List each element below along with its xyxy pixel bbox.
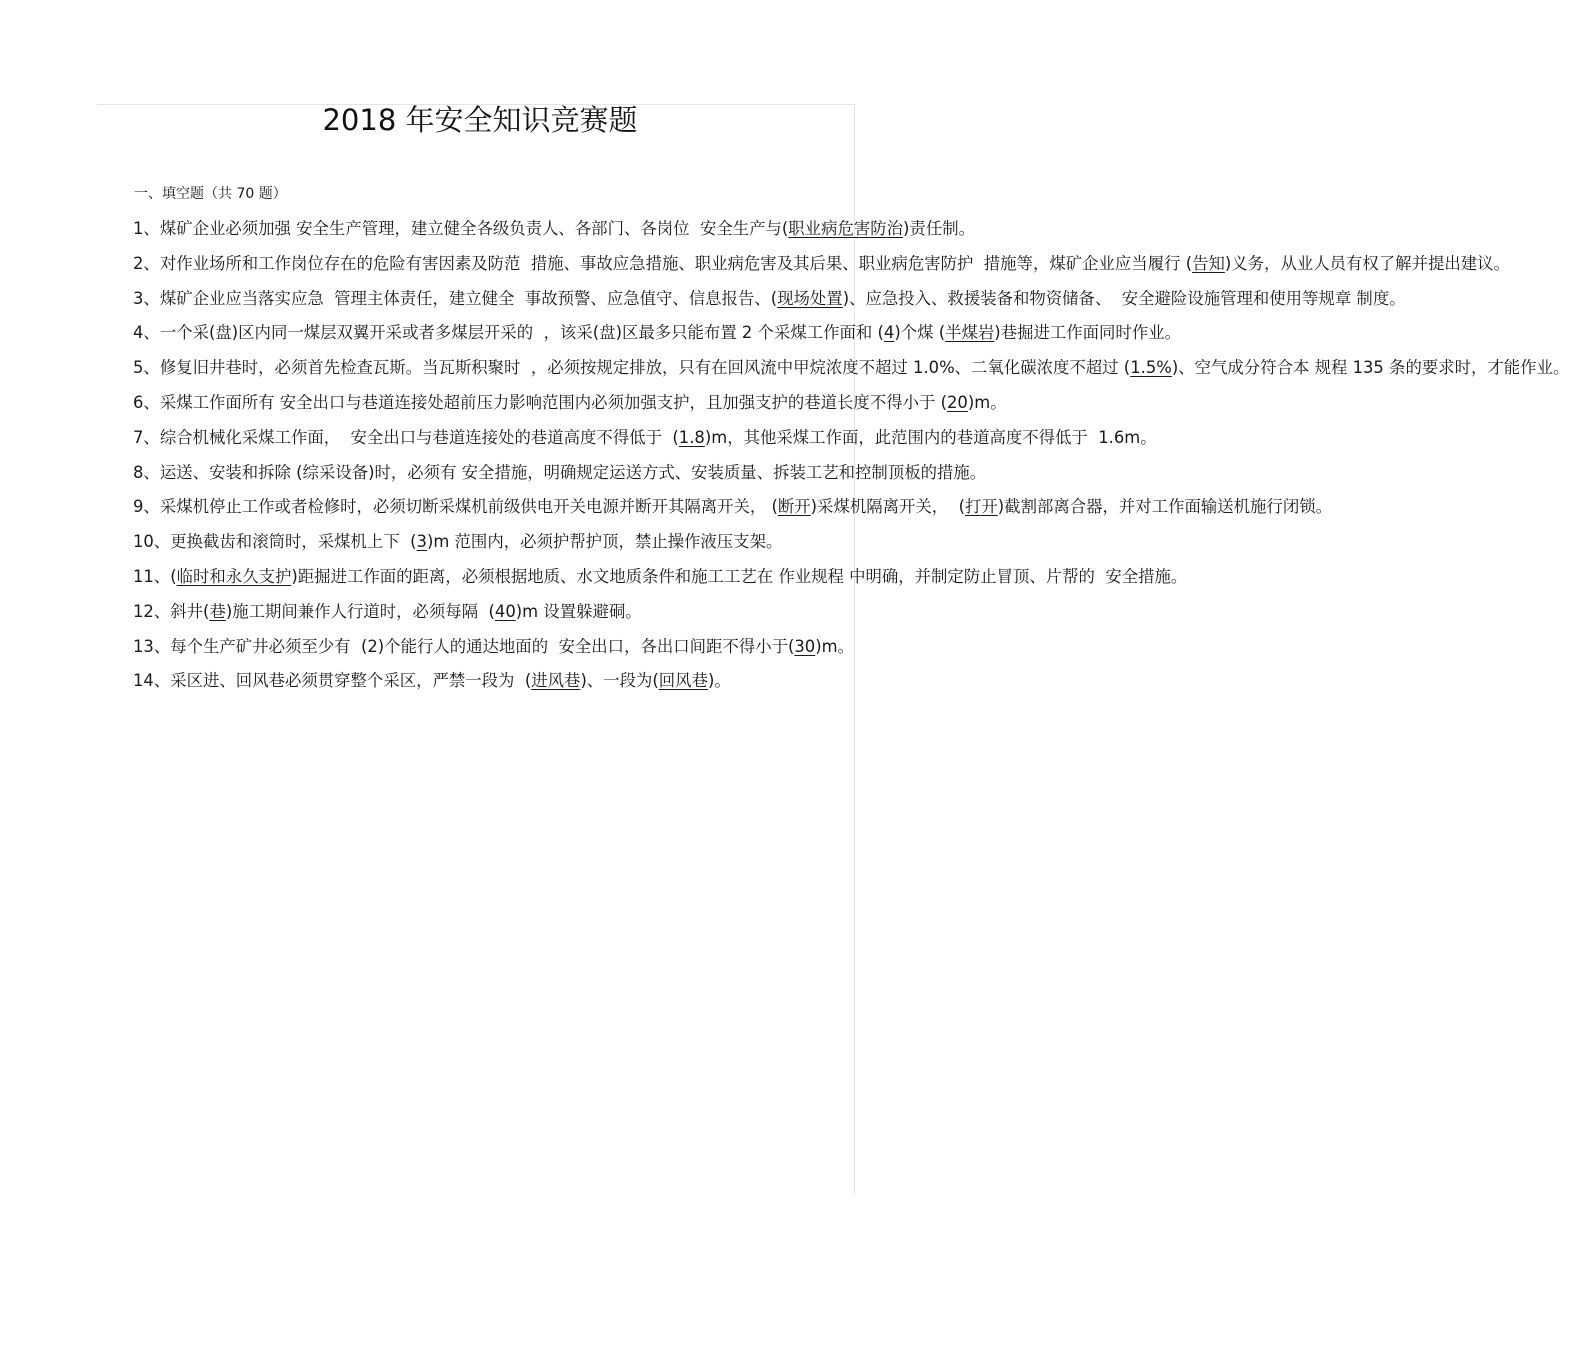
question-text: )义务，从业人员有权了解并提出建议。 [1224, 253, 1510, 273]
question-text: 3、煤矿企业应当落实应急 管理主体责任，建立健全 事故预警、应急值守、信息报告、( [133, 288, 778, 308]
question-text: 7、综合机械化采煤工作面， 安全出口与巷道连接处的巷道高度不得低于 ( [133, 427, 679, 447]
question-text: )m，其他采煤工作面，此范围内的巷道高度不得低于 1.6m。 [704, 427, 1157, 447]
answer-text: 40 [494, 601, 516, 621]
question-text: )m 设置躲避硐。 [515, 601, 642, 621]
question-text: )采煤机隔离开关， ( [810, 497, 965, 517]
question-text: 13、每个生产矿井必须至少有 (2)个能行人的通达地面的 安全出口，各出口间距不得小于( [133, 636, 795, 656]
answer-text: 半煤岩 [945, 323, 995, 343]
answer-text: 1.5% [1130, 358, 1172, 378]
answer-text: 巷 [209, 601, 226, 621]
answer-text: 临时和永久支护 [176, 566, 292, 586]
section-heading: 一、填空题（共 70 题） [134, 186, 287, 202]
question-text: )、空气成分符合本 规程 135 条的要求时，才能作业。 [1171, 358, 1569, 378]
question-item [98, 282, 1406, 317]
answer-text: 断开 [777, 497, 811, 517]
question-text: 14、采区进、回风巷必须贯穿整个采区，严禁一段为 ( [133, 671, 532, 691]
question-item [98, 316, 1181, 351]
question-text: )m。 [967, 392, 1007, 412]
question-text: )、应急投入、救援装备和物资储备、 安全避险设施管理和使用等规章 制度。 [842, 288, 1406, 308]
question-item [98, 525, 854, 560]
question-text: )。 [707, 671, 731, 691]
question-text: )m。 [815, 636, 854, 656]
question-item [98, 490, 1332, 525]
question-item [98, 560, 1188, 595]
question-text: 6、采煤工作面所有 安全出口与巷道连接处超前压力影响范围内必须加强支护，且加强支护的巷道长度不得小于 ( [133, 392, 947, 412]
question-text: )个煤 ( [894, 323, 946, 343]
question-text: )巷掘进工作面同时作业。 [994, 323, 1181, 343]
question-text: )截割部离合器，并对工作面输送机施行闭锁。 [997, 497, 1332, 517]
question-item [98, 664, 854, 699]
question-text: 10、更换截齿和滚筒时，采煤机上下 ( [133, 532, 417, 552]
question-text: )距掘进工作面的距离，必须根据地质、水文地质条件和施工工艺在 作业规程 中明确，并制定防止冒顶、片帮的 安全措施。 [291, 566, 1188, 586]
question-item [98, 351, 1569, 386]
answer-text: 3 [416, 532, 427, 552]
question-item [98, 212, 975, 247]
question-text: 2、对作业场所和工作岗位存在的危险有害因素及防范 措施、事故应急措施、职业病危害及其后果、职业病危害防护 措施等，煤矿企业应当履行 ( [133, 253, 1193, 273]
question-item [98, 456, 987, 491]
question-text: 8、运送、安装和拆除 (综采设备)时，必须有 安全措施，明确规定运送方式、安装质量、拆装工艺和控制顶板的措施。 [133, 462, 987, 482]
question-text: 5、修复旧井巷时，必须首先检查瓦斯。当瓦斯积聚时 ，必须按规定排放，只有在回风流中甲烷浓度不超过 1.0%、二氧化碳浓度不超过 ( [133, 358, 1131, 378]
question-text: 4、一个采(盘)区内同一煤层双翼开采或者多煤层开采的 ，该采(盘)区最多只能布置 2 个采煤工作面和 ( [133, 323, 884, 343]
answer-text: 20 [947, 392, 968, 412]
answer-text: 打开 [965, 497, 998, 517]
question-text: )、一段为( [580, 671, 659, 691]
question-item [98, 630, 854, 665]
document-title: 2018 年安全知识竞赛题 [322, 103, 638, 137]
answer-text: 30 [794, 636, 816, 656]
question-text: 12、斜井( [133, 601, 210, 621]
question-item [98, 386, 1007, 421]
question-text: 9、采煤机停止工作或者检修时，必须切断采煤机前级供电开关电源并断开其隔离开关， ( [133, 497, 778, 517]
answer-text: 进风巷 [531, 671, 581, 691]
question-item [98, 595, 854, 630]
question-text: )责任制。 [903, 219, 975, 238]
question-text: 11、( [133, 566, 177, 586]
answer-text: 告知 [1192, 253, 1225, 273]
question-text: )施工期间兼作人行道时，必须每隔 ( [225, 601, 495, 621]
answer-text: 现场处置 [777, 288, 843, 308]
question-text: )m 范围内，必须护帮护顶，禁止操作液压支架。 [426, 532, 783, 552]
answer-text: 职业病危害防治 [788, 219, 904, 238]
answer-text: 回风巷 [658, 671, 708, 691]
answer-text: 4 [883, 323, 895, 343]
answer-text: 1.8 [678, 427, 705, 447]
question-list [98, 212, 1569, 699]
question-item [98, 247, 1510, 282]
question-item [98, 421, 1157, 456]
question-text: 1、煤矿企业必须加强 安全生产管理，建立健全各级负责人、各部门、各岗位 安全生产与( [133, 219, 789, 238]
